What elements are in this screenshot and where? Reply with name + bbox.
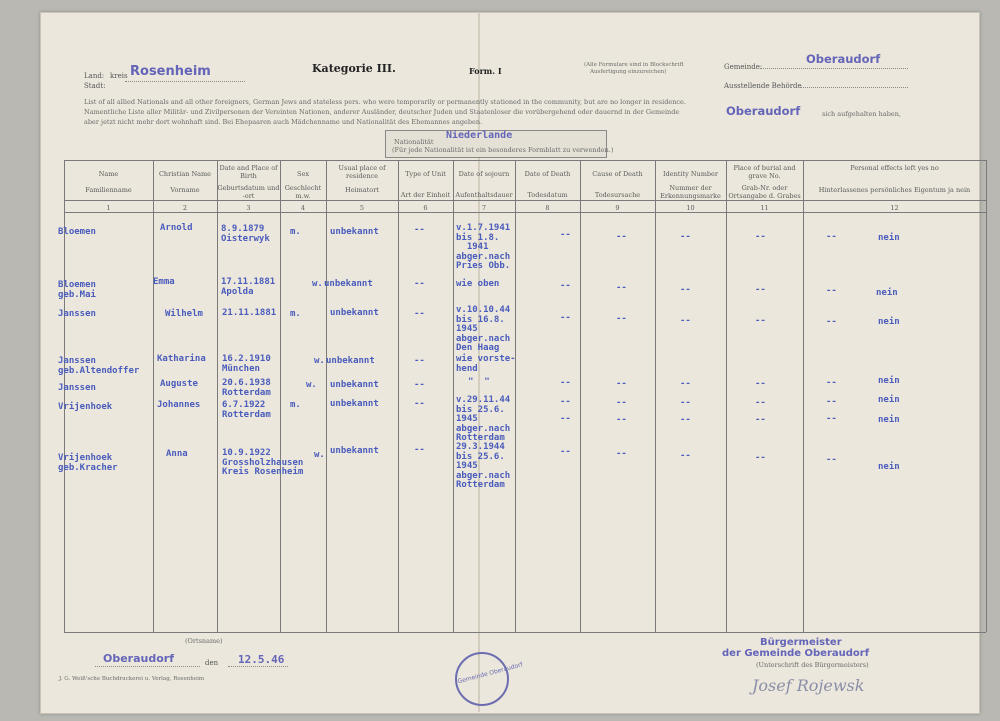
printer-line: J. G. Weiß'sche Buchdruckerei u. Verlag, Rosenheim	[59, 676, 205, 682]
row-6-einheit: --	[414, 445, 425, 455]
row-4-name: Janssen	[58, 383, 96, 393]
row-5-ursache: --	[616, 398, 627, 408]
table-top-line	[64, 160, 986, 161]
col-head-8-en: Date of Death	[524, 170, 571, 178]
col-head-3-de: Geburtsdatum und -ort	[217, 184, 280, 200]
intro-line-3: aber jetzt nicht mehr dort wohnhaft sind. Bei Ehepaaren auch Mädchenname und Nationalität des Ehemannes angeben.	[84, 118, 483, 126]
col-divider-6	[453, 160, 454, 632]
land-label: Land:	[84, 72, 105, 80]
col-head-12-en: Personal effects left yes no	[850, 164, 939, 172]
form-label: Form. I	[469, 66, 502, 76]
row-2-vorname: Wilhelm	[165, 309, 203, 319]
row-5-einheit: --	[414, 399, 425, 409]
row-0-vorname: Arnold	[160, 223, 193, 233]
gemeinde-label: Gemeinde:	[724, 63, 763, 71]
col-divider-8	[580, 160, 581, 632]
row-5-heimat: unbekannt	[330, 399, 379, 409]
col-divider-10	[726, 160, 727, 632]
row-1-tod: --	[560, 281, 571, 291]
col-num-2: 2	[182, 204, 188, 212]
row-6-tod: --	[560, 447, 571, 457]
row-0-einheit: --	[414, 225, 425, 235]
row-2-ursache: --	[616, 314, 627, 324]
row-2-grab: --	[755, 316, 766, 326]
row-1-grab: --	[755, 285, 766, 295]
col-num-10: 10	[686, 204, 695, 212]
row-6-heimat: unbekannt	[330, 446, 379, 456]
row-1-aufenthalt: wie oben	[456, 279, 500, 289]
nationality-value: Niederlande	[446, 130, 513, 141]
extra-tod: --	[560, 414, 571, 424]
col-num-11: 11	[760, 204, 769, 212]
col-head-2-en: Christian Name	[158, 170, 212, 178]
col-head-11-en: Place of burial and grave No.	[733, 164, 796, 180]
blockschrift-note: (Alle Formulare sind in Blockschrift	[584, 62, 684, 68]
col-divider-3	[280, 160, 281, 632]
row-4-ursache: --	[616, 379, 627, 389]
table-header-line	[64, 200, 986, 201]
row-5-tod: --	[560, 397, 571, 407]
row-2-aufenthalt: v.10.10.44 bis 16.8. 1945 abger.nach Den Haag	[456, 305, 511, 353]
row-3-name: Janssen geb.Altendoffer	[58, 356, 140, 376]
row-1-nummer: --	[680, 285, 691, 295]
col-divider-7	[515, 160, 516, 632]
col-divider-9	[655, 160, 656, 632]
nationality-label: Nationalität	[394, 138, 434, 146]
row-6-name: Vrijenhoek geb.Kracher	[58, 453, 118, 473]
stadt-label: Stadt:	[84, 82, 106, 90]
row-5-name: Vrijenhoek	[58, 402, 113, 412]
row-3-einheit: --	[414, 356, 425, 366]
row-0-nummer: --	[680, 232, 691, 242]
row-4-aufenthalt: " "	[468, 377, 490, 387]
col-num-6: 6	[423, 204, 428, 212]
row-4-heimat: unbekannt	[330, 380, 379, 390]
col-divider-5	[398, 160, 399, 632]
extra-grab: --	[755, 415, 766, 425]
col-num-8: 8	[545, 204, 550, 212]
row-3-vorname: Katharina	[157, 354, 206, 364]
row-0-ursache: --	[616, 232, 627, 242]
col-num-12: 12	[890, 204, 899, 212]
row-2-ja: --	[826, 317, 837, 327]
table-bottom-line	[64, 632, 986, 633]
col-divider-12	[986, 160, 987, 632]
row-2-nein: nein	[878, 317, 900, 327]
row-1-sex: w.	[312, 279, 323, 289]
col-head-4-en: Sex	[297, 170, 309, 178]
row-3-geburt: 16.2.1910 München	[222, 354, 271, 374]
extra-nein: nein	[878, 415, 900, 425]
row-2-geburt: 21.11.1881	[222, 308, 277, 318]
row-1-heimat: unbekannt	[324, 279, 373, 289]
row-2-nummer: --	[680, 316, 691, 326]
date-underline	[228, 666, 288, 667]
row-5-vorname: Johannes	[157, 400, 201, 410]
col-num-3: 3	[246, 204, 251, 212]
col-head-8-de: Todesdatum	[527, 191, 568, 199]
col-head-1-en: Name	[98, 170, 119, 178]
row-0-name: Bloemen	[58, 227, 96, 237]
col-head-6-en: Type of Unit	[405, 170, 446, 178]
row-3-aufenthalt: wie vorste- hend	[456, 354, 516, 374]
row-2-sex: m.	[290, 309, 301, 319]
row-6-sex: w.	[314, 450, 325, 460]
row-3-sex: w.	[314, 356, 325, 366]
col-head-12-de: Hinterlassenes persönliches Eigentum ja nein	[818, 186, 971, 194]
col-divider-4	[326, 160, 327, 632]
col-head-2-de: Vorname	[170, 186, 200, 194]
table-numbers-line	[64, 212, 986, 213]
row-1-name: Bloemen geb.Mai	[58, 280, 96, 300]
col-divider-1	[153, 160, 154, 632]
row-2-einheit: --	[414, 309, 425, 319]
row-1-geburt: 17.11.1881 Apolda	[221, 277, 276, 297]
gemeinde-value: Oberaudorf	[806, 52, 881, 66]
row-1-ja: --	[826, 286, 837, 296]
row-6-nein: nein	[878, 462, 900, 472]
mayor-title-1: Bürgermeister	[760, 637, 842, 648]
col-num-5: 5	[359, 204, 365, 212]
mayor-signature: Josef Rojewsk	[752, 676, 865, 695]
row-6-grab: --	[755, 453, 766, 463]
col-head-9-en: Cause of Death	[592, 170, 643, 178]
row-1-vorname: Emma	[153, 277, 175, 287]
col-head-7-en: Date of sojourn	[458, 170, 510, 178]
row-6-aufenthalt: 29.3.1944 bis 25.6. 1945 abger.nach Rotterdam	[456, 442, 511, 490]
col-head-7-de: Aufenthaltsdauer	[455, 191, 513, 199]
col-head-5-en: Usual place of residence	[338, 164, 386, 180]
row-0-grab: --	[755, 232, 766, 242]
row-4-grab: --	[755, 379, 766, 389]
row-4-geburt: 20.6.1938 Rotterdam	[222, 378, 271, 398]
row-6-nummer: --	[680, 451, 691, 461]
row-3-heimat: unbekannt	[326, 356, 375, 366]
row-0-nein: nein	[878, 233, 900, 243]
kreis-value: Rosenheim	[130, 64, 211, 79]
nationality-note: (Für jede Nationalität ist ein besonderes Formblatt zu verwenden.)	[392, 146, 614, 154]
row-5-sex: m.	[290, 400, 301, 410]
kategorie-title: Kategorie III.	[312, 62, 396, 75]
row-5-grab: --	[755, 398, 766, 408]
col-head-10-de: Nummer der Erkennungsmarke	[660, 184, 721, 200]
col-num-4: 4	[300, 204, 306, 212]
ort-label: (Ortsname)	[185, 637, 223, 645]
row-5-geburt: 6.7.1922 Rotterdam	[222, 400, 271, 420]
row-4-sex: w.	[306, 380, 317, 390]
ort-value: Oberaudorf	[103, 652, 175, 665]
kreis-underline	[125, 81, 245, 82]
intro-line-2-end: sich aufgehalten haben,	[822, 110, 901, 118]
col-head-5-de: Heimatort	[345, 186, 379, 194]
col-num-7: 7	[481, 204, 487, 212]
row-0-aufenthalt: v.1.7.1941 bis 1.8. 1941 abger.nach Pries Obb.	[456, 223, 511, 271]
row-5-nummer: --	[680, 398, 691, 408]
row-0-tod: --	[560, 230, 571, 240]
extra-ursache: --	[616, 415, 627, 425]
row-6-ursache: --	[616, 449, 627, 459]
col-head-9-de: Todesursache	[594, 191, 641, 199]
row-4-vorname: Auguste	[160, 379, 198, 389]
col-head-6-de: Art der Einheit	[400, 191, 451, 199]
gemeinde-underline	[760, 68, 908, 69]
row-0-ja: --	[826, 232, 837, 242]
col-divider-11	[803, 160, 804, 632]
row-6-ja: --	[826, 455, 837, 465]
col-head-10-en: Identity Number	[663, 170, 718, 178]
row-2-name: Janssen	[58, 309, 96, 319]
behoerde-stamp: Oberaudorf	[726, 104, 801, 118]
row-5-aufenthalt: v.29.11.44 bis 25.6. 1945 abger.nach Rotterdam	[456, 395, 511, 443]
row-6-geburt: 10.9.1922 Grossholzhausen Kreis Rosenheim	[222, 448, 304, 477]
row-4-tod: --	[560, 378, 571, 388]
intro-line-1: List of all allied Nationals and all other foreigners, German Jews and stateless pers. who were temporarily or permanently stationed in the community, but are no longer in residence.	[84, 98, 686, 106]
mayor-note: (Unterschrift des Bürgermeisters)	[756, 661, 869, 669]
extra-ja: --	[826, 414, 837, 424]
row-2-tod: --	[560, 313, 571, 323]
row-1-einheit: --	[414, 279, 425, 289]
row-5-ja: --	[826, 397, 837, 407]
row-1-nein: nein	[876, 288, 898, 298]
row-2-heimat: unbekannt	[330, 308, 379, 318]
extra-nummer: --	[680, 415, 691, 425]
blockschrift-note-2: Ausfertigung einzureichen)	[590, 69, 667, 75]
row-1-ursache: --	[616, 283, 627, 293]
row-0-geburt: 8.9.1879 Oisterwyk	[221, 224, 270, 244]
row-4-nummer: --	[680, 379, 691, 389]
col-head-4-de: Geschlecht m.w.	[284, 184, 322, 200]
row-4-einheit: --	[414, 380, 425, 390]
row-4-ja: --	[826, 378, 837, 388]
mayor-title-2: der Gemeinde Oberaudorf	[722, 648, 870, 659]
col-head-1-de: Familienname	[85, 186, 132, 194]
col-head-3-en: Date and Place of Birth	[219, 164, 278, 180]
behoerde-label: Ausstellende Behörde	[724, 82, 802, 90]
col-num-9: 9	[615, 204, 620, 212]
ort-underline	[95, 666, 200, 667]
stamp-text: Gemeinde Oberaudorf	[456, 661, 524, 686]
row-0-heimat: unbekannt	[330, 227, 379, 237]
col-divider-2	[217, 160, 218, 632]
den-label: den	[205, 659, 219, 667]
kreis-label: kreis	[110, 72, 128, 80]
col-num-1: 1	[106, 204, 111, 212]
col-head-11-de: Grab-Nr. oder Ortsangabe d. Grabes	[728, 184, 801, 200]
row-0-sex: m.	[290, 227, 301, 237]
intro-line-2: Namentliche Liste aller Militär- und Zivilpersonen der Vereinten Nationen, anderer Ausländer, deutscher Juden und Staatenloser die vorübergehend oder dauernd in der Gemeinde	[84, 108, 680, 116]
row-5-nein: nein	[878, 395, 900, 405]
official-round-stamp	[455, 652, 524, 706]
row-6-vorname: Anna	[166, 449, 188, 459]
behoerde-underline	[800, 87, 908, 88]
date-value: 12.5.46	[238, 653, 285, 666]
row-4-nein: nein	[878, 376, 900, 386]
